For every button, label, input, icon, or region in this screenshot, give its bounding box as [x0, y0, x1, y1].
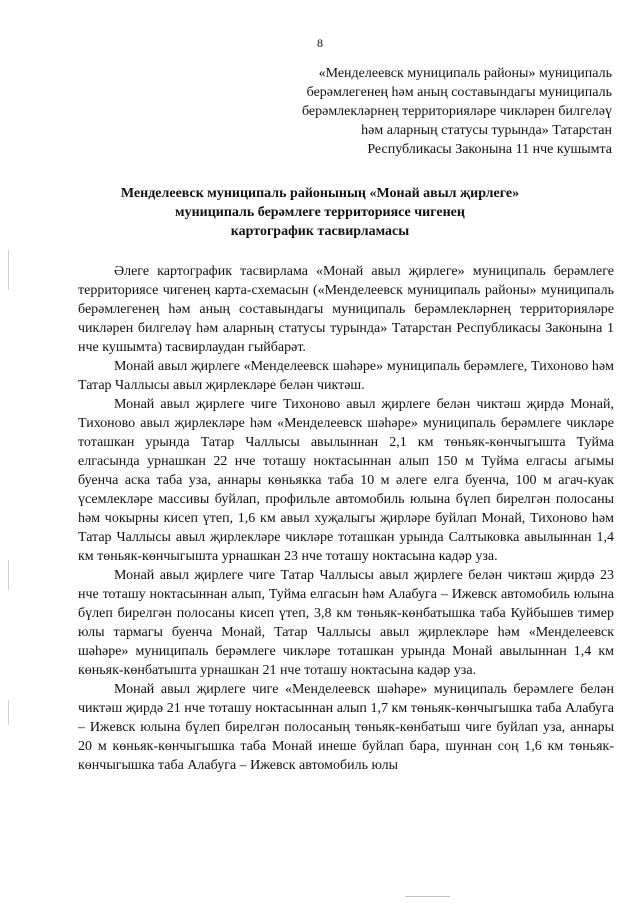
scan-artifact — [8, 560, 9, 590]
appendix-reference — [232, 64, 612, 159]
document-title-line: муниципаль берәмлеге территориясе чигенең — [175, 205, 465, 220]
appendix-reference-line: берәмлекләрнең территорияләре чикләрен билгеләү — [301, 104, 612, 119]
appendix-reference-line: һәм аларның статусы турында» Татарстан — [361, 123, 612, 138]
body-paragraph: Монай авыл җирлеге чиге «Менделеевск шәһәре» муниципаль берәмлеге белән чиктәш җирдә 21 нче тоташу ноктасыннан алып 1,7 км төньяк-көнчыгышка таба Алабуга – Ижевск юлына бүлеп бирелгән полосаның төньяк-көнбатыш чиге буйлап уза, аннары 20 м көньяк-көнчыгышка таба Монай инеше буйлап бара, шуннан соң 1,6 км төньяк-көнчыгышка таба Алабуга – Ижевск автомобиль юлы — [78, 682, 614, 773]
scan-artifact — [405, 896, 450, 897]
document-title — [60, 184, 580, 241]
body-paragraph: Монай авыл җирлеге чиге Татар Чаллысы авыл җирлеге белән чиктәш җирдә 23 нче тоташу ноктасыннан алып, Туйма елгасын һәм Алабуга – Ижевск автомобиль юлына бүлеп бирелгән полосаны кисеп үтеп, 3,8 км төньяк-көнбатышка таба Куйбышев тимер юлы тармагы буенча Монай, Татар Чаллысы авыл җирлекләре һәм «Менделеевск шәһәре» муниципаль берәмлеге чикләре тоташкан урында Монай авылыннан 1,4 км көньяк-көнбатышта урнашкан 21 нче тоташу ноктасына кадәр уза. — [78, 568, 614, 678]
scan-artifact — [8, 250, 9, 290]
page-number: 8 — [317, 36, 323, 50]
scan-artifact — [8, 700, 9, 725]
appendix-reference-line: Республикасы Законына 11 нче кушымта — [367, 142, 612, 157]
body-paragraph: Әлеге картографик тасвирлама «Монай авыл җирлеге» муниципаль берәмлеге территориясе чигенең карта-схемасын («Менделеевск муниципаль районы» муниципаль берәмлегенең һәм аның составындагы муниципаль берәмлекләрнең территорияләре чикләрен билгеләү һәм аларның статусы турында» Татарстан Республикасы Законына 1 нче кушымта) тасвирлаудан гыйбарәт. — [78, 264, 614, 355]
body-paragraph: Монай авыл җирлеге чиге Тихоново авыл җирлеге белән чиктәш җирдә Монай, Тихоново авыл җирлекләре һәм «Менделеевск шәһәре» муниципаль берәмлеге чикләре тоташкан урында Татар Чаллысы авылыннан 2,1 км төньяк-көнчыгышта Туйма елгасында урнашкан 22 нче тоташу ноктасыннан алып 150 м Туйма елгасы агымы буенча аска таба уза, аннары көньякка таба 10 м әлеге елга буенча, 100 м агач-куак үсемлекләре массивы буйлап, профильле автомобиль юлына бүлеп бирелгән полосаны һәм чокырны кисеп үтеп, 1,6 км авыл хуҗалыгы җирләре буйлап Монай, Тихоново һәм Татар Чаллысы авыл җирлекләре чикләре тоташкан урында Салтыковка авылыннан 1,4 км төньяк-көнчыгышта урнашкан 23 нче тоташу ноктасына кадәр уза. — [78, 397, 614, 564]
document-body — [78, 262, 614, 775]
document-title-line: Менделеевск муниципаль районының «Монай авыл җирлеге» — [120, 186, 520, 201]
body-paragraph: Монай авыл җирлеге «Менделеевск шәһәре» муниципаль берәмлеге, Тихоново һәм Татар Чаллысы авыл җирлекләре белән чиктәш. — [78, 359, 614, 393]
appendix-reference-line: «Менделеевск муниципаль районы» муниципаль — [318, 66, 612, 81]
document-title-line: картографик тасвирламасы — [230, 224, 410, 239]
appendix-reference-line: берәмлегенең һәм аның составындагы муниципаль — [306, 85, 612, 100]
